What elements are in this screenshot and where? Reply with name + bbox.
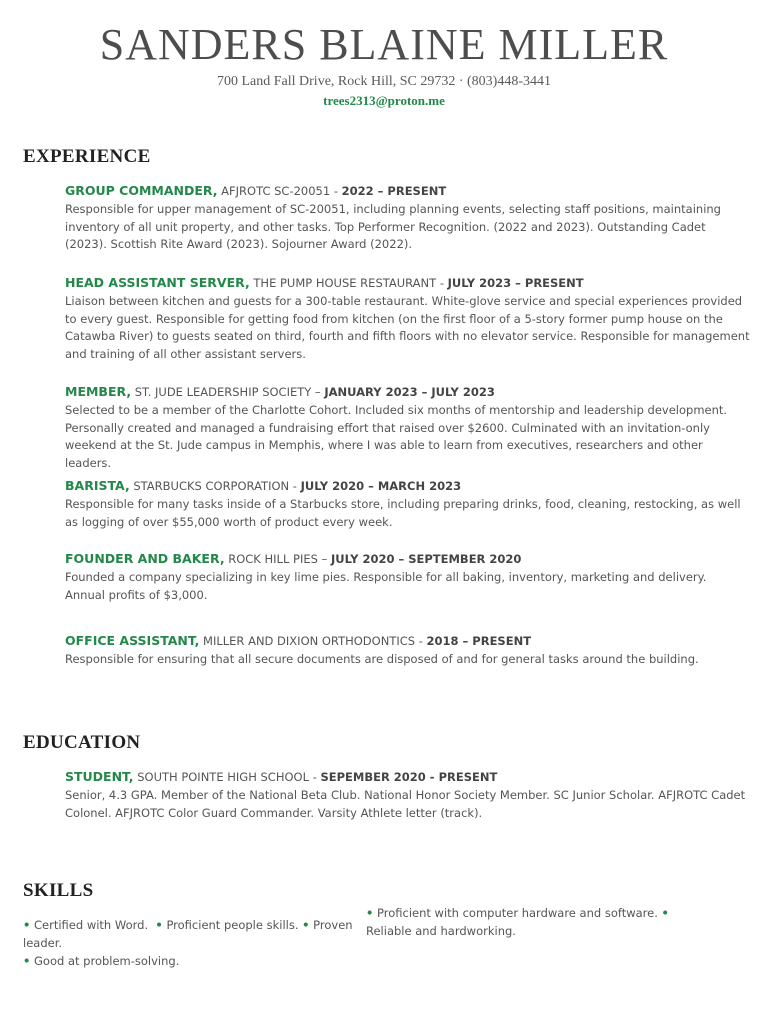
entry-role: FOUNDER AND BAKER, (65, 551, 225, 566)
skills-column-left (23, 916, 358, 970)
entry-heading (65, 477, 750, 495)
skill-item: Proficient people skills. (166, 918, 299, 932)
entry-heading (65, 768, 750, 786)
entry-organization: AFJROTC SC-20051 - (221, 184, 342, 198)
skills-heading: SKILLS (23, 880, 94, 901)
entry-role: GROUP COMMANDER, (65, 183, 218, 198)
experience-entry-member (65, 383, 750, 472)
entry-dates: 2018 – PRESENT (426, 634, 532, 648)
entry-dates: JULY 2020 – MARCH 2023 (300, 479, 462, 493)
entry-organization: ST. JUDE LEADERSHIP SOCIETY – (134, 385, 325, 399)
skill-bullet: • (366, 906, 374, 920)
experience-entry-group-commander (65, 182, 750, 254)
skill-bullet: • (661, 906, 669, 920)
entry-description: Founded a company specializing in key lime pies. Responsible for all baking, inventory, marketing and delivery. Annual profits of $3,000. (65, 570, 707, 602)
entry-dates: JULY 2023 – PRESENT (447, 276, 584, 290)
entry-role: STUDENT, (65, 769, 134, 784)
email-link[interactable]: trees2313@proton.me (323, 93, 445, 108)
skill-bullet: • (23, 954, 31, 968)
entry-dates: JANUARY 2023 – JULY 2023 (324, 385, 495, 399)
experience-entry-barista (65, 477, 750, 531)
skills-column-right (366, 904, 696, 940)
entry-dates: SEPEMBER 2020 - PRESENT (320, 770, 498, 784)
entry-heading (65, 383, 750, 401)
entry-organization: THE PUMP HOUSE RESTAURANT - (253, 276, 448, 290)
entry-heading (65, 274, 750, 292)
skill-item: Proven leader. (23, 918, 353, 950)
entry-role: OFFICE ASSISTANT, (65, 633, 200, 648)
candidate-name: SANDERS BLAINE MILLER (99, 20, 669, 69)
entry-organization: SOUTH POINTE HIGH SCHOOL - (137, 770, 321, 784)
experience-entry-head-assistant-server (65, 274, 750, 363)
entry-dates: JULY 2020 – SEPTEMBER 2020 (330, 552, 522, 566)
experience-entry-office-assistant (65, 632, 750, 669)
entry-role: MEMBER, (65, 384, 132, 399)
skill-item: Proficient with computer hardware and software. (377, 906, 658, 920)
entry-description: Responsible for upper management of SC-20051, including planning events, selecting staff positions, maintaining inventory of all unit property, and other tasks. Top Performer Recognition. (2022 and 2023). Outstanding Cadet (2023). Scottish Rite Award (2023). Sojourner Award (2022). (65, 202, 721, 251)
skill-item: Reliable and hardworking. (366, 924, 516, 938)
skill-bullet: • (23, 918, 31, 932)
skill-bullet: • (155, 918, 163, 932)
resume-header (0, 20, 768, 110)
education-entry-student (65, 768, 750, 822)
experience-entry-founder-and-baker (65, 550, 750, 604)
entry-description: Responsible for ensuring that all secure documents are disposed of and for general tasks around the building. (65, 652, 699, 666)
entry-role: BARISTA, (65, 478, 130, 493)
entry-description: Selected to be a member of the Charlotte Cohort. Included six months of mentorship and leadership development. Personally created and managed a fundraising effort that raised over $2600. Culminated with an invitation-only weekend at the St. Jude campus in Memphis, where I was able to learn from executives, researchers and other leaders. (65, 403, 728, 470)
entry-role: HEAD ASSISTANT SERVER, (65, 275, 250, 290)
entry-description: Liaison between kitchen and guests for a 300-table restaurant. White-glove service and special experiences provided to every guest. Responsible for getting food from kitchen (on the first floor of a 5-story former pump house on the Catawba River) to guests seated on third, fourth and fifth floors with no elevator service. Responsible for management and training of all other assistant servers. (65, 294, 750, 361)
skill-item: Good at problem-solving. (34, 954, 180, 968)
entry-description: Responsible for many tasks inside of a Starbucks store, including preparing drinks, food, cleaning, restocking, as well as logging of over $55,000 worth of product every week. (65, 497, 741, 529)
contact-line: 700 Land Fall Drive, Rock Hill, SC 29732 · (803)448-3441 (216, 74, 552, 89)
entry-organization: MILLER AND DIXION ORTHODONTICS - (203, 634, 427, 648)
education-heading: EDUCATION (23, 732, 141, 753)
entry-heading (65, 632, 750, 650)
entry-heading (65, 550, 750, 568)
entry-heading (65, 182, 750, 200)
skill-bullet: • (302, 918, 310, 932)
entry-dates: 2022 – PRESENT (341, 184, 447, 198)
experience-heading: EXPERIENCE (23, 146, 151, 167)
entry-description: Senior, 4.3 GPA. Member of the National Beta Club. National Honor Society Member. SC Junior Scholar. AFJROTC Cadet Colonel. AFJROTC Color Guard Commander. Varsity Athlete letter (track). (65, 788, 746, 820)
entry-organization: ROCK HILL PIES – (228, 552, 331, 566)
entry-organization: STARBUCKS CORPORATION - (133, 479, 301, 493)
skill-item: Certified with Word. (34, 918, 149, 932)
